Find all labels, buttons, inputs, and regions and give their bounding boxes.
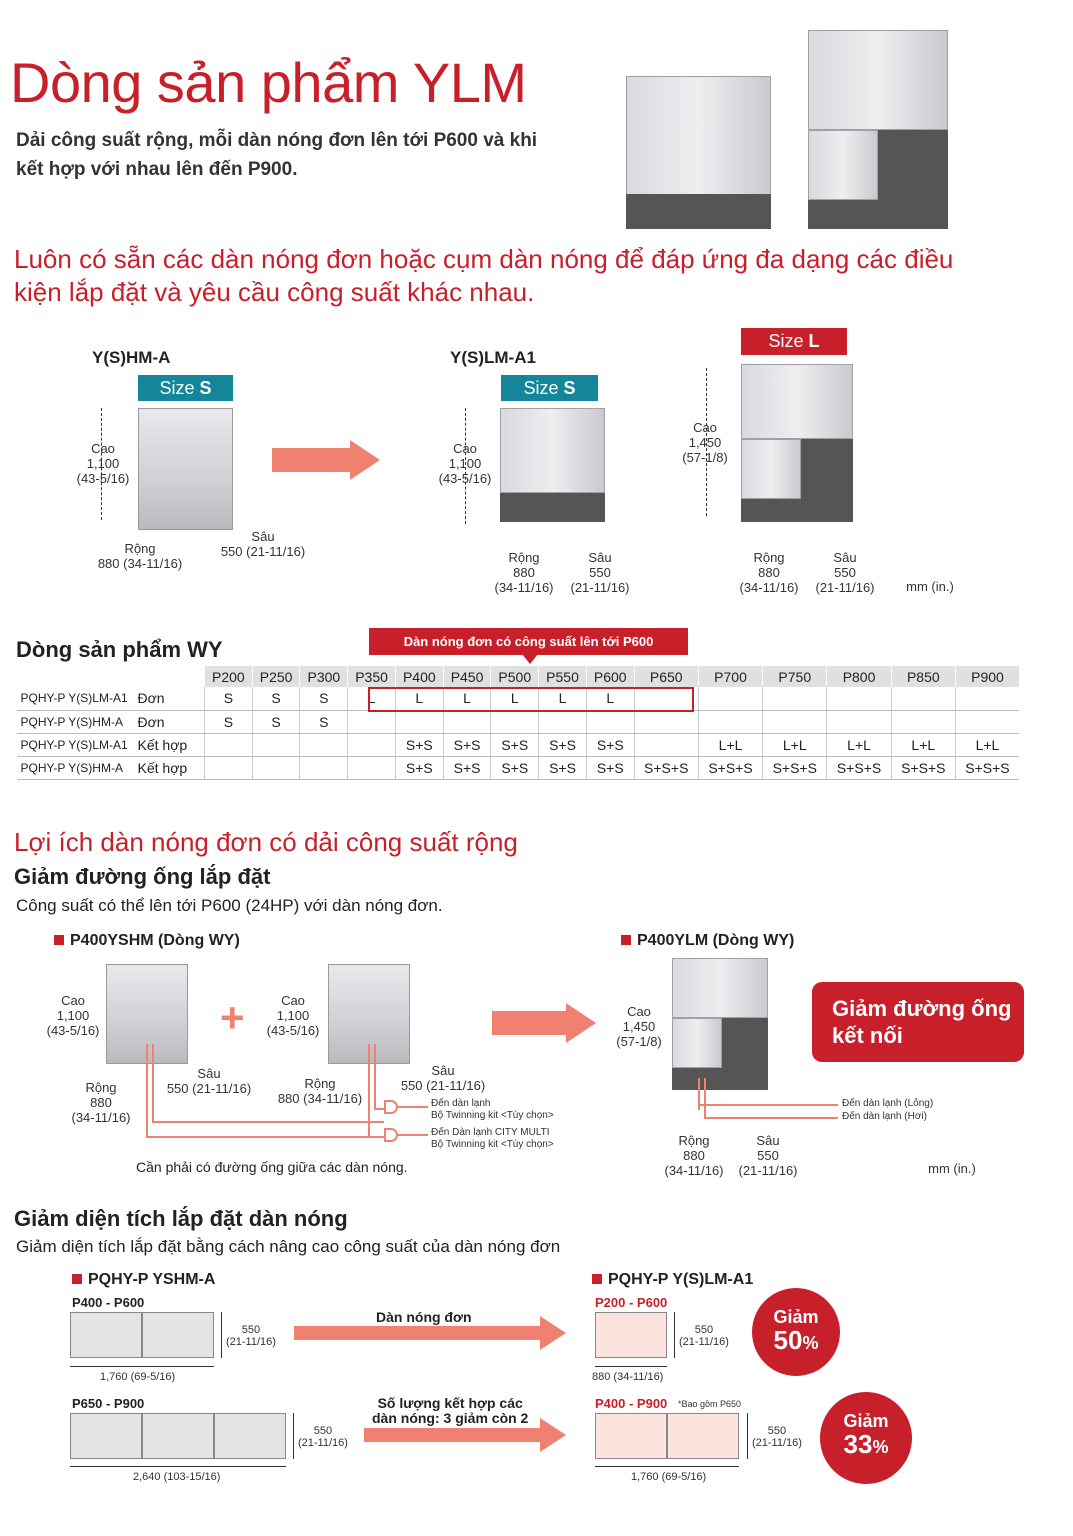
dim-line [70,1466,286,1467]
table-cell [698,710,762,733]
mid-unit-width: Rộng 880 (34-11/16) [277,1076,363,1106]
left-unit-height: Cao 1,100 (43-5/16) [46,993,100,1038]
width-dims-3: Rộng 880 (34-11/16) [739,550,799,595]
table-cell: S+S [395,756,443,779]
wy-header-row [17,666,1020,687]
table-cell: S+S+S [698,756,762,779]
size-tag-l: Size L [741,328,847,355]
col-header: P200 [205,666,253,687]
availability-heading: Luôn có sẵn các dàn nóng đơn hoặc cụm dàn nóng để đáp ứng đa dạng các điều kiện lắp đặt và yêu cầu công suất khác nhau. [14,244,954,307]
table-cell: S [205,687,253,710]
row2-left-depth: 550 (21-11/16) [298,1425,348,1449]
pipe-line [146,1136,384,1138]
table-cell [891,687,955,710]
mid-unit-height: Cao 1,100 (43-5/16) [266,993,320,1038]
pipe-line [398,1134,428,1136]
dim-line [595,1366,667,1367]
dim-line [595,1466,739,1467]
table-cell [698,687,762,710]
table-cell [205,733,253,756]
table-cell: L+L [955,733,1019,756]
table-cell: L [586,687,634,710]
right-unit-width: Rộng 880 (34-11/16) [664,1133,724,1178]
table-cell: S+S [491,733,539,756]
table-cell [348,733,396,756]
twinning-kit-icon [384,1128,398,1142]
table-cell [891,710,955,733]
pipe-caption: Cần phải có đường ống giữa các dàn nóng. [136,1159,408,1175]
table-cell: S+S+S [891,756,955,779]
transition-arrow-head [350,440,380,480]
plan-box-pink [595,1413,667,1459]
row-model: PQHY-P Y(S)LM-A1 [17,733,135,756]
row2-right-note: *Bao gồm P650 [678,1399,742,1409]
table-cell: L+L [891,733,955,756]
unit-yshm-image [138,408,233,530]
col-header: P500 [491,666,539,687]
col-header: P550 [539,666,587,687]
wy-callout: Dàn nóng đơn có công suất lên tới P600 [369,628,688,655]
reduce-50-badge: Giảm 50% [752,1288,840,1376]
callout-pointer [522,654,538,664]
depth-dims: Sâu 550 (21-11/16) [220,529,306,559]
row2-arrow-label: Số lượng kết hợp các dàn nóng: 3 giảm còn 2 [372,1395,529,1426]
unit-label: mm (in.) [906,579,954,594]
table-cell: S [205,710,253,733]
table-cell: L+L [698,733,762,756]
row-type: Đơn [135,710,205,733]
hero-unit-large [808,30,948,229]
height-dims-3: Cao 1,450 (57-1/8) [682,420,728,465]
twinning-kit-icon [384,1100,398,1114]
col-header: P850 [891,666,955,687]
row1-arrow-body [294,1326,542,1340]
row1-right-width: 880 (34-11/16) [592,1371,664,1383]
left-unit-width: Rộng 880 (34-11/16) [71,1080,131,1125]
pipe-line [374,1108,384,1110]
row-type: Kết hợp [135,756,205,779]
page-title: Dòng sản phẩm YLM [10,51,527,114]
plus-icon: + [220,994,245,1041]
table-cell [827,687,891,710]
left-unit-depth: Sâu 550 (21-11/16) [166,1066,252,1096]
area-heading: Giảm diện tích lắp đặt dàn nóng [14,1206,348,1231]
row1-arrow-label: Dàn nóng đơn [376,1309,472,1325]
table-cell [205,756,253,779]
table-cell: S+S [539,756,587,779]
benefits-heading: Lợi ích dàn nóng đơn có dải công suất rộng [14,827,518,857]
dim-line [747,1413,748,1459]
table-cell: S+S+S [827,756,891,779]
unit-large-image [741,364,853,522]
area-left-model: PQHY-P YSHM-A [72,1271,215,1289]
table-cell: S+S [443,756,491,779]
row1-left-range: P400 - P600 [72,1295,145,1310]
plan-box [142,1413,214,1459]
plan-box [70,1413,142,1459]
size-tag-s: Size S [138,375,233,401]
table-cell [252,756,300,779]
wy-table-row [17,733,1020,756]
col-header: P700 [698,666,762,687]
col-header: P450 [443,666,491,687]
depth-dims-3: Sâu 550 (21-11/16) [815,550,875,595]
right-system-label: P400YLM (Dòng WY) [621,932,794,950]
row-model: PQHY-P Y(S)HM-A [17,756,135,779]
col-header: P750 [763,666,827,687]
table-cell: S+S+S [955,756,1019,779]
model-yshm: Y(S)HM-A [92,348,171,367]
row2-right-range: P400 - P900 [595,1396,668,1411]
size-tag-s2: Size S [501,375,598,401]
right-unit-height: Cao 1,450 (57-1/8) [616,1004,662,1049]
benefits-arrow-head [566,1003,596,1043]
mid-unit-depth: Sâu 550 (21-11/16) [400,1063,486,1093]
row-type: Kết hợp [135,733,205,756]
row1-right-depth: 550 (21-11/16) [679,1324,729,1348]
reduce-33-badge: Giảm 33% [820,1392,912,1484]
area-desc: Giảm diện tích lắp đặt bằng cách nâng cao công suất của dàn nóng đơn [16,1237,561,1256]
dim-line [293,1413,294,1459]
table-cell [955,687,1019,710]
row2-right-depth: 550 (21-11/16) [752,1425,802,1449]
table-cell: S [252,687,300,710]
depth-dims-2: Sâu 550 (21-11/16) [570,550,630,595]
dim-line [70,1366,214,1367]
table-cell [955,710,1019,733]
left-system-label: P400YSHM (Dòng WY) [54,932,240,950]
pipe-line [704,1078,706,1118]
benefits-sub1: Giảm đường ống lắp đặt [14,864,271,889]
table-cell: S+S [586,733,634,756]
table-cell: L [491,687,539,710]
table-cell: S [252,710,300,733]
plan-box [70,1312,142,1358]
row2-left-range: P650 - P900 [72,1396,145,1411]
table-cell [634,710,698,733]
dim-line [674,1312,675,1358]
plan-box-pink [667,1413,739,1459]
table-cell [827,710,891,733]
wy-table-row [17,756,1020,779]
table-cell [252,733,300,756]
row2-arrow-head [540,1418,566,1452]
pipe-line [152,1044,154,1122]
row1-arrow-head [540,1316,566,1350]
wy-table-title: Dòng sản phẩm WY [16,637,223,662]
table-cell: S+S [586,756,634,779]
model-yslm: Y(S)LM-A1 [450,348,536,367]
height-dims: Cao 1,100 (43-5/16) [76,441,130,486]
pipe-line [698,1104,838,1106]
table-cell: S+S [539,733,587,756]
col-header: P300 [300,666,348,687]
table-cell [763,710,827,733]
reduce-pipe-badge: Giảm đường ống kết nối [812,982,1024,1062]
width-dims-2: Rộng 880 (34-11/16) [494,550,554,595]
pipe-line [374,1044,376,1108]
height-dims-2: Cao 1,100 (43-5/16) [438,441,492,486]
table-cell: S [300,710,348,733]
row1-right-range: P200 - P600 [595,1295,668,1310]
row1-left-depth: 550 (21-11/16) [226,1324,276,1348]
table-cell: S+S [443,733,491,756]
unit-label-2: mm (in.) [928,1161,976,1176]
table-cell [586,710,634,733]
table-cell: S [300,687,348,710]
col-header: P650 [634,666,698,687]
wy-table-row [17,710,1020,733]
table-cell [348,710,396,733]
table-cell [491,710,539,733]
row-model: PQHY-P Y(S)LM-A1 [17,687,135,710]
to-liquid-label: Đến dàn lạnh (Lỏng) [842,1098,934,1109]
row2-right-width: 1,760 (69-5/16) [631,1471,707,1483]
pipe-line [146,1044,148,1136]
hero-unit-small [626,76,771,229]
table-cell [634,733,698,756]
col-header: P400 [395,666,443,687]
table-cell: S+S [395,733,443,756]
pipe-note-2: Đến Dàn lạnh CITY MULTI Bộ Twinning kit <Tùy chọn> [431,1127,554,1150]
col-header: P800 [827,666,891,687]
plan-box [142,1312,214,1358]
dim-line [221,1312,222,1358]
row-model: PQHY-P Y(S)HM-A [17,710,135,733]
to-gas-label: Đến dàn lạnh (Hơi) [842,1111,927,1122]
right-unit-depth: Sâu 550 (21-11/16) [738,1133,798,1178]
pipe-note-1: Đến dàn lạnh Bộ Twinning kit <Tùy chọn> [431,1098,554,1121]
pipe-line [152,1121,384,1123]
wy-table [16,666,1019,780]
unit-yslm-image [500,408,605,522]
table-cell: L+L [763,733,827,756]
plan-box [214,1413,286,1459]
transition-arrow-body [272,448,352,472]
intro-text: Dải công suất rộng, mỗi dàn nóng đơn lên tới P600 và khi kết hợp với nhau lên đến P900. [16,130,538,180]
pipe-line [398,1106,428,1108]
table-cell [395,710,443,733]
table-cell [539,710,587,733]
table-cell: S+S+S [763,756,827,779]
width-dims: Rộng 880 (34-11/16) [97,541,183,571]
row1-left-width: 1,760 (69-5/16) [100,1371,176,1383]
col-header: P250 [252,666,300,687]
col-header: P350 [348,666,396,687]
table-cell: L [348,687,396,710]
table-cell: S+S [491,756,539,779]
table-cell [763,687,827,710]
l-highlight-box [368,687,694,712]
table-cell: L [539,687,587,710]
table-cell [348,756,396,779]
row-type: Đơn [135,687,205,710]
plan-box-pink [595,1312,667,1358]
benefits-sub1-desc: Công suất có thể lên tới P600 (24HP) với dàn nóng đơn. [16,896,443,915]
table-cell: S+S+S [634,756,698,779]
table-cell [443,710,491,733]
table-cell: L [395,687,443,710]
benefits-arrow-body [492,1011,568,1035]
area-right-model: PQHY-P Y(S)LM-A1 [592,1271,753,1289]
col-header: P900 [955,666,1019,687]
right-unit-image [672,958,768,1090]
table-cell: L [443,687,491,710]
table-cell: L+L [827,733,891,756]
row2-arrow-body [364,1428,542,1442]
table-cell [300,733,348,756]
col-header: P600 [586,666,634,687]
pipe-line [704,1117,838,1119]
row2-left-width: 2,640 (103-15/16) [133,1471,221,1483]
table-cell [300,756,348,779]
